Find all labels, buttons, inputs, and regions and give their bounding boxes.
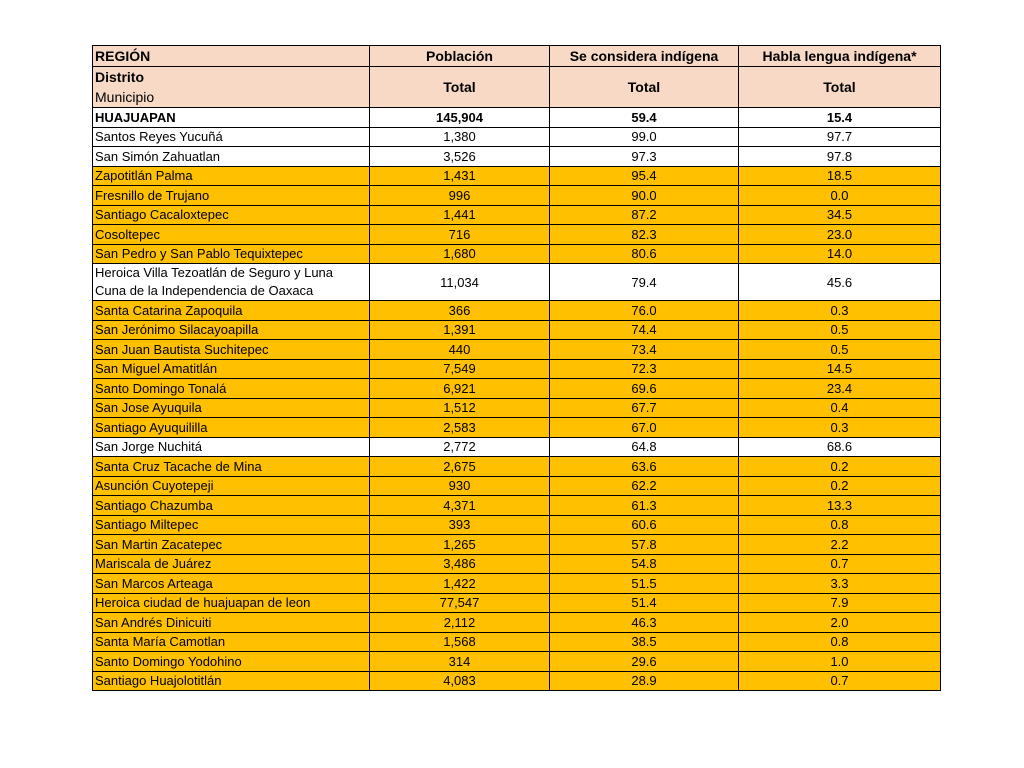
indigena-cell: 74.4 xyxy=(550,320,739,340)
indigena-cell: 46.3 xyxy=(550,613,739,633)
indigena-cell: 29.6 xyxy=(550,652,739,672)
table-row xyxy=(93,320,941,340)
lengua-cell: 0.4 xyxy=(739,398,941,418)
municipio-cell: San Simón Zahuatlan xyxy=(93,147,370,167)
poblacion-cell: 2,112 xyxy=(370,613,550,633)
lengua-cell: 97.8 xyxy=(739,147,941,167)
poblacion-cell: 4,083 xyxy=(370,671,550,691)
lengua-cell: 23.4 xyxy=(739,379,941,399)
indigena-cell: 67.7 xyxy=(550,398,739,418)
municipio-cell: San Jorge Nuchitá xyxy=(93,437,370,457)
poblacion-cell: 1,680 xyxy=(370,244,550,264)
poblacion-cell: 1,431 xyxy=(370,166,550,186)
table-row xyxy=(93,632,941,652)
poblacion-cell: 1,512 xyxy=(370,398,550,418)
municipio-cell: San Marcos Arteaga xyxy=(93,574,370,594)
lengua-cell: 2.0 xyxy=(739,613,941,633)
table-row xyxy=(93,457,941,477)
header-total-poblacion: Total xyxy=(370,67,550,108)
lengua-cell: 0.5 xyxy=(739,320,941,340)
poblacion-cell: 3,526 xyxy=(370,147,550,167)
table-row xyxy=(93,418,941,438)
lengua-cell: 0.8 xyxy=(739,632,941,652)
indigena-cell: 38.5 xyxy=(550,632,739,652)
header-total-indigena: Total xyxy=(550,67,739,108)
header-distrito-municipio xyxy=(93,67,370,108)
poblacion-cell: 930 xyxy=(370,476,550,496)
table-row xyxy=(93,186,941,206)
poblacion-cell: 716 xyxy=(370,225,550,245)
lengua-cell: 14.0 xyxy=(739,244,941,264)
indigena-cell: 87.2 xyxy=(550,205,739,225)
table-row xyxy=(93,244,941,264)
poblacion-cell: 2,675 xyxy=(370,457,550,477)
lengua-cell: 1.0 xyxy=(739,652,941,672)
indigena-cell: 64.8 xyxy=(550,437,739,457)
table-row xyxy=(93,108,941,128)
indigena-cell: 51.4 xyxy=(550,593,739,613)
lengua-cell: 68.6 xyxy=(739,437,941,457)
table-row xyxy=(93,264,941,301)
indigena-cell: 67.0 xyxy=(550,418,739,438)
municipio-cell: Santiago Chazumba xyxy=(93,496,370,516)
indigena-cell: 57.8 xyxy=(550,535,739,555)
table-row xyxy=(93,147,941,167)
lengua-cell: 0.3 xyxy=(739,301,941,321)
municipio-cell: Santa Catarina Zapoquila xyxy=(93,301,370,321)
table-row xyxy=(93,574,941,594)
municipio-cell: Santa Cruz Tacache de Mina xyxy=(93,457,370,477)
poblacion-cell: 440 xyxy=(370,340,550,360)
lengua-cell: 14.5 xyxy=(739,359,941,379)
subheader-row xyxy=(93,67,941,108)
lengua-cell: 0.8 xyxy=(739,515,941,535)
header-poblacion: Población xyxy=(370,46,550,67)
header-total-lengua: Total xyxy=(739,67,941,108)
lengua-cell: 0.2 xyxy=(739,476,941,496)
lengua-cell: 97.7 xyxy=(739,127,941,147)
indigena-cell: 63.6 xyxy=(550,457,739,477)
indigena-cell: 76.0 xyxy=(550,301,739,321)
table-row xyxy=(93,398,941,418)
indigena-cell: 99.0 xyxy=(550,127,739,147)
indigena-cell: 97.3 xyxy=(550,147,739,167)
municipio-cell: San Jose Ayuquila xyxy=(93,398,370,418)
poblacion-cell: 1,391 xyxy=(370,320,550,340)
table-row xyxy=(93,205,941,225)
lengua-cell: 18.5 xyxy=(739,166,941,186)
indigena-cell: 72.3 xyxy=(550,359,739,379)
municipio-cell: Asunción Cuyotepeji xyxy=(93,476,370,496)
indigena-cell: 90.0 xyxy=(550,186,739,206)
poblacion-cell: 393 xyxy=(370,515,550,535)
lengua-cell: 34.5 xyxy=(739,205,941,225)
lengua-cell: 0.2 xyxy=(739,457,941,477)
municipio-cell: Santo Domingo Yodohino xyxy=(93,652,370,672)
indigena-cell: 62.2 xyxy=(550,476,739,496)
lengua-cell: 0.3 xyxy=(739,418,941,438)
indigena-cell: 73.4 xyxy=(550,340,739,360)
municipio-cell: Santiago Ayuquililla xyxy=(93,418,370,438)
lengua-cell: 2.2 xyxy=(739,535,941,555)
lengua-cell: 0.7 xyxy=(739,554,941,574)
poblacion-cell: 314 xyxy=(370,652,550,672)
header-region: REGIÓN xyxy=(93,46,370,67)
indigena-cell: 69.6 xyxy=(550,379,739,399)
lengua-cell: 15.4 xyxy=(739,108,941,128)
municipio-cell: Fresnillo de Trujano xyxy=(93,186,370,206)
table-row xyxy=(93,496,941,516)
lengua-cell: 23.0 xyxy=(739,225,941,245)
table-row xyxy=(93,613,941,633)
municipio-cell: Santiago Huajolotitlán xyxy=(93,671,370,691)
poblacion-cell: 1,568 xyxy=(370,632,550,652)
municipio-cell: Heroica Villa Tezoatlán de Seguro y Luna Cuna de la Independencia de Oaxaca xyxy=(93,264,370,301)
table-row xyxy=(93,359,941,379)
table-row xyxy=(93,535,941,555)
indigena-cell: 28.9 xyxy=(550,671,739,691)
table-row xyxy=(93,225,941,245)
lengua-cell: 3.3 xyxy=(739,574,941,594)
municipio-cell: Cosoltepec xyxy=(93,225,370,245)
municipio-cell: San Andrés Dinicuiti xyxy=(93,613,370,633)
indigena-cell: 51.5 xyxy=(550,574,739,594)
indigena-cell: 60.6 xyxy=(550,515,739,535)
header-municipio: Municipio xyxy=(95,89,155,105)
municipio-cell: San Jerónimo Silacayoapilla xyxy=(93,320,370,340)
poblacion-cell: 7,549 xyxy=(370,359,550,379)
table-row xyxy=(93,340,941,360)
table-row xyxy=(93,166,941,186)
table-row xyxy=(93,671,941,691)
municipio-cell: Mariscala de Juárez xyxy=(93,554,370,574)
header-row xyxy=(93,46,941,67)
lengua-cell: 0.7 xyxy=(739,671,941,691)
table-row xyxy=(93,652,941,672)
poblacion-cell: 77,547 xyxy=(370,593,550,613)
lengua-cell: 45.6 xyxy=(739,264,941,301)
indigena-cell: 54.8 xyxy=(550,554,739,574)
poblacion-cell: 2,772 xyxy=(370,437,550,457)
municipio-cell: San Pedro y San Pablo Tequixtepec xyxy=(93,244,370,264)
table-row xyxy=(93,554,941,574)
poblacion-cell: 996 xyxy=(370,186,550,206)
lengua-cell: 7.9 xyxy=(739,593,941,613)
header-distrito: Distrito xyxy=(95,69,144,85)
poblacion-cell: 366 xyxy=(370,301,550,321)
municipio-cell: Santa María Camotlan xyxy=(93,632,370,652)
table-row xyxy=(93,593,941,613)
poblacion-cell: 1,441 xyxy=(370,205,550,225)
poblacion-cell: 2,583 xyxy=(370,418,550,438)
municipio-cell: Heroica ciudad de huajuapan de leon xyxy=(93,593,370,613)
table-row xyxy=(93,127,941,147)
table-row xyxy=(93,301,941,321)
lengua-cell: 13.3 xyxy=(739,496,941,516)
poblacion-cell: 6,921 xyxy=(370,379,550,399)
population-table xyxy=(92,45,941,691)
indigena-cell: 59.4 xyxy=(550,108,739,128)
municipio-cell: Zapotitlán Palma xyxy=(93,166,370,186)
indigena-cell: 79.4 xyxy=(550,264,739,301)
table-row xyxy=(93,437,941,457)
indigena-cell: 82.3 xyxy=(550,225,739,245)
indigena-cell: 61.3 xyxy=(550,496,739,516)
table-row xyxy=(93,515,941,535)
municipio-cell: San Miguel Amatitlán xyxy=(93,359,370,379)
municipio-cell: Santiago Cacaloxtepec xyxy=(93,205,370,225)
municipio-cell: San Juan Bautista Suchitepec xyxy=(93,340,370,360)
poblacion-cell: 145,904 xyxy=(370,108,550,128)
municipio-cell: Santiago Miltepec xyxy=(93,515,370,535)
municipio-cell: San Martin Zacatepec xyxy=(93,535,370,555)
lengua-cell: 0.5 xyxy=(739,340,941,360)
poblacion-cell: 11,034 xyxy=(370,264,550,301)
poblacion-cell: 1,265 xyxy=(370,535,550,555)
lengua-cell: 0.0 xyxy=(739,186,941,206)
poblacion-cell: 3,486 xyxy=(370,554,550,574)
table-body xyxy=(93,108,941,691)
poblacion-cell: 1,422 xyxy=(370,574,550,594)
municipio-cell: HUAJUAPAN xyxy=(93,108,370,128)
header-indigena: Se considera indígena xyxy=(550,46,739,67)
poblacion-cell: 1,380 xyxy=(370,127,550,147)
indigena-cell: 80.6 xyxy=(550,244,739,264)
indigena-cell: 95.4 xyxy=(550,166,739,186)
poblacion-cell: 4,371 xyxy=(370,496,550,516)
municipio-cell: Santo Domingo Tonalá xyxy=(93,379,370,399)
table-row xyxy=(93,476,941,496)
table-row xyxy=(93,379,941,399)
municipio-cell: Santos Reyes Yucuñá xyxy=(93,127,370,147)
header-lengua: Habla lengua indígena* xyxy=(739,46,941,67)
